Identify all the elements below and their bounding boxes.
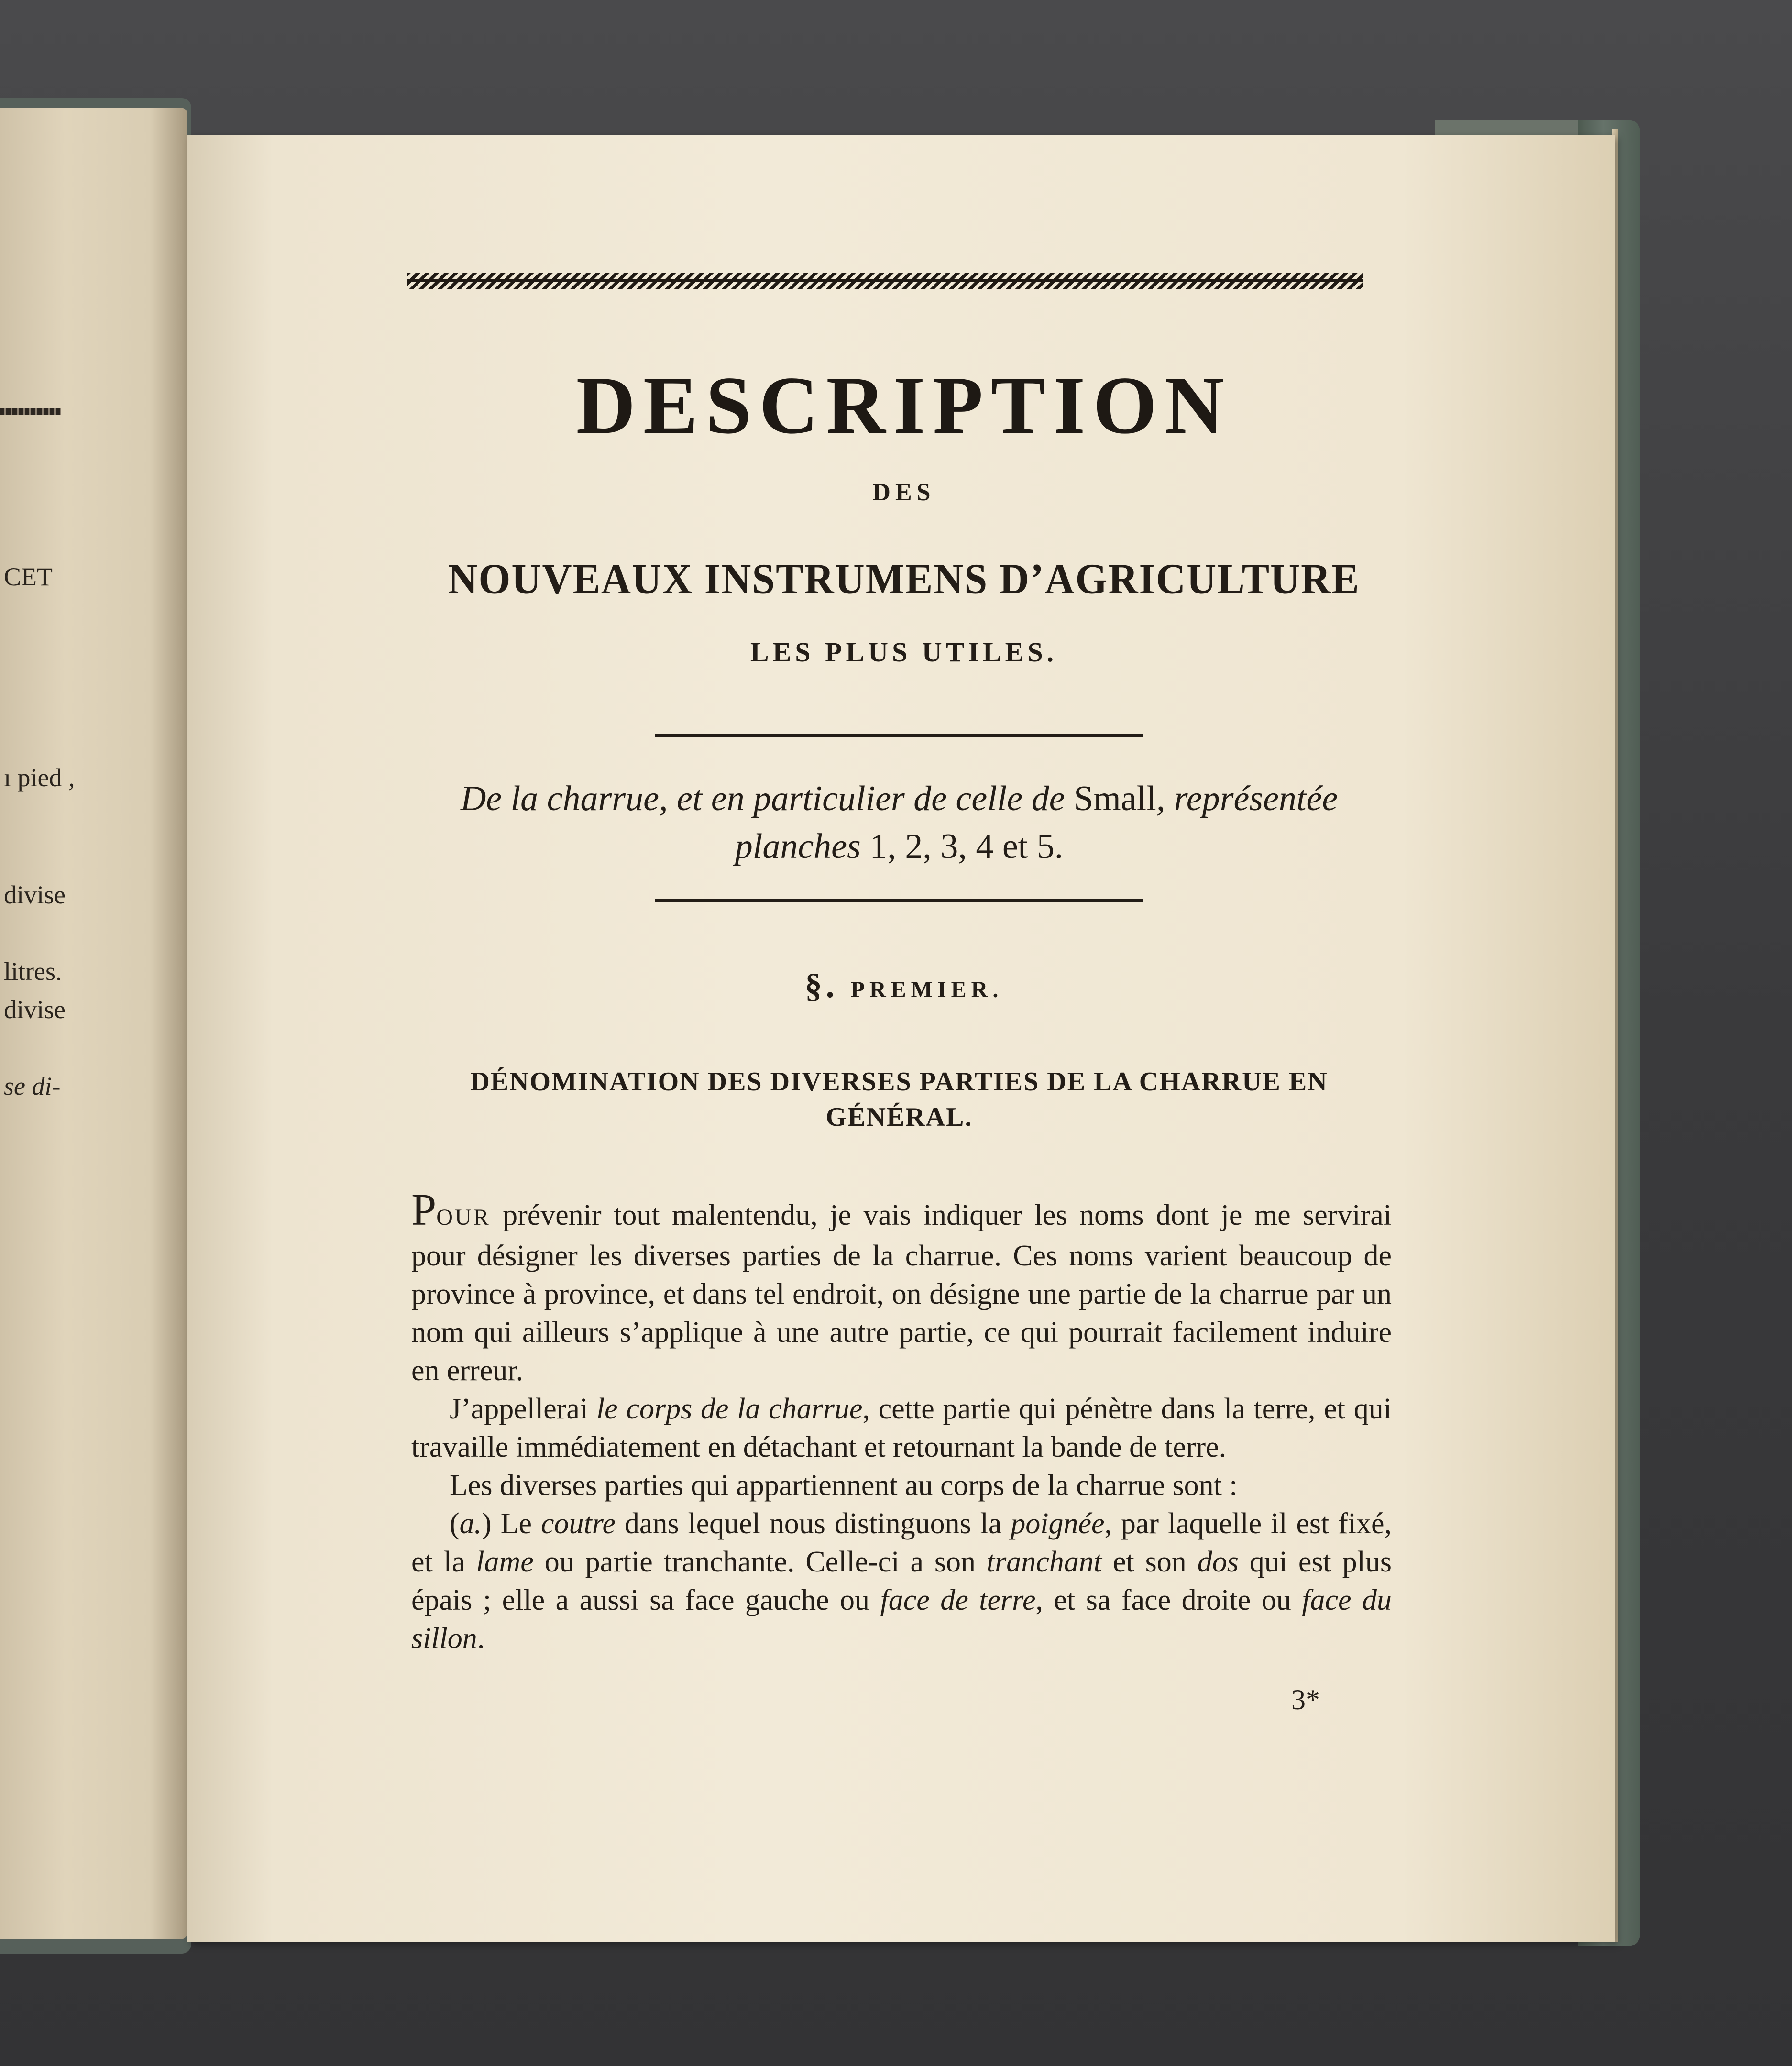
paragraph-2	[411, 1390, 1392, 1466]
text-run: qui est plus épais ; elle a aussi sa face gauche ou	[411, 1546, 1392, 1616]
section-sign	[196, 966, 1612, 1006]
paragraph-3: Les diverses parties qui appartiennent au corps de la charrue sont :	[450, 1469, 1238, 1502]
title-main: DESCRIPTION	[576, 360, 1232, 451]
text-run: J’appellerai	[450, 1393, 596, 1425]
text-run: , et sa face droite ou	[1035, 1584, 1302, 1616]
left-page-rule	[0, 408, 61, 415]
caption	[411, 775, 1387, 870]
left-fragment: litres.	[4, 957, 62, 986]
italic-run: face du sillon	[411, 1584, 1392, 1655]
section-sign-symbol: §.	[804, 967, 838, 1005]
left-fragment: divise	[4, 880, 66, 909]
text-run: , cette partie qui pénètre dans la terre, et qui travaille immédiatement en détachant et retournant la bande de terre.	[411, 1393, 1392, 1463]
page-number: 3*	[1291, 1684, 1320, 1715]
text-run: (	[450, 1507, 460, 1540]
italic-run: dos	[1197, 1546, 1239, 1578]
ornamental-band	[407, 273, 1363, 289]
small-caps: OUR	[436, 1205, 491, 1230]
left-fragment: se di-	[4, 1072, 61, 1100]
paragraph-4	[411, 1505, 1392, 1658]
italic-run: poignée	[1011, 1507, 1105, 1540]
left-page	[0, 108, 187, 1939]
left-fragment: divise	[4, 995, 66, 1024]
text-run: .	[477, 1622, 485, 1655]
italic-run: coutre	[540, 1507, 616, 1540]
italic-run: le corps de la charrue	[596, 1393, 863, 1425]
drop-cap: P	[411, 1185, 437, 1235]
title-des: DES	[872, 479, 935, 506]
text-run: et son	[1102, 1546, 1198, 1578]
text-run: , par laquelle il est fixé, et la	[411, 1507, 1392, 1578]
caption-numbers: 1, 2, 3, 4 et 5.	[869, 827, 1064, 866]
paragraph-1-text: prévenir tout malentendu, je vais indiquer les noms dont je me servirai pour désigner les diverses parties de la charrue. Ces noms varient beaucoup de province à province, et dans tel endroit, on désigne une partie de la charrue par un nom qui ailleurs s’applique à une autre partie, ce qui pourrait facilement induire en erreur.	[411, 1199, 1392, 1387]
section-label: PREMIER.	[850, 977, 1003, 1002]
caption-planches: planches	[735, 827, 861, 866]
text-run: dans lequel nous distinguons la	[616, 1507, 1011, 1540]
title-plus: LES PLUS UTILES.	[750, 637, 1058, 668]
section-heading: DÉNOMINATION DES DIVERSES PARTIES DE LA CHARRUE EN GÉNÉRAL.	[470, 1067, 1328, 1132]
title-subtitle: NOUVEAUX INSTRUMENS D’AGRICULTURE	[448, 554, 1360, 603]
italic-run: a.	[459, 1507, 482, 1540]
paragraph-1	[411, 1185, 1392, 1390]
text-run: ou partie tranchante. Celle-ci a son	[533, 1546, 987, 1578]
left-fragment: CET	[4, 562, 53, 591]
rule-top	[655, 734, 1143, 737]
italic-run: tranchant	[986, 1546, 1102, 1578]
text-run: ) Le	[482, 1507, 541, 1540]
italic-run: face de terre	[880, 1584, 1036, 1616]
caption-part2: , représentée	[1156, 779, 1338, 818]
caption-part1: De la charrue, et en particulier de celle de	[460, 779, 1065, 818]
caption-small: Small	[1074, 779, 1156, 818]
left-fragment: ı pied ,	[4, 763, 75, 792]
italic-run: lame	[476, 1546, 534, 1578]
body-text	[411, 1185, 1392, 1658]
rule-bottom	[655, 899, 1143, 902]
